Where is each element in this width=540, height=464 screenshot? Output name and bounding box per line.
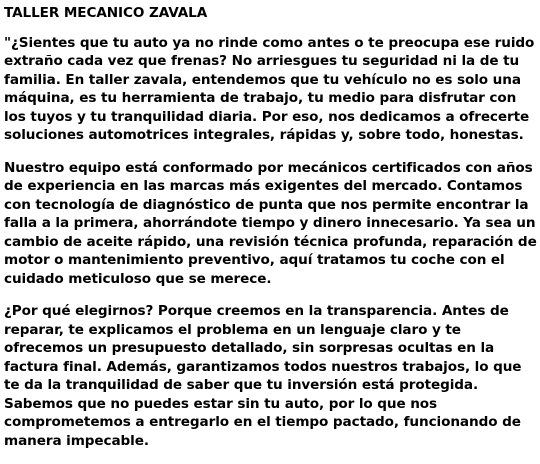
text-line: máquina, es tu herramienta de trabajo, tu medio para disfrutar con: [4, 90, 517, 106]
text-line: falla a la primera, ahorrándote tiempo y dinero innecesario. Ya sea un: [4, 215, 536, 231]
text-line: motor o mantenimiento preventivo, aquí tratamos tu coche con el: [4, 252, 505, 268]
text-line: de experiencia en las marcas más exigentes del mercado. Contamos: [4, 178, 523, 194]
document-title: TALLER MECANICO ZAVALA: [4, 5, 208, 21]
text-line: ¿Por qué elegirnos? Porque creemos en la transparencia. Antes de: [4, 303, 509, 319]
text-line: cuidado meticuloso que se merece.: [4, 270, 272, 287]
text-line: reparar, te explicamos el problema en un lenguaje claro y te: [4, 321, 461, 338]
paragraph-team: [4, 159, 537, 289]
text-line: cambio de aceite rápido, una revisión técnica profunda, reparación de: [4, 233, 537, 250]
paragraph-intro: [4, 34, 537, 145]
paragraph-why-us: [4, 302, 537, 450]
text-line: ofrecemos un presupuesto detallado, sin sorpresas ocultas en la: [4, 340, 495, 356]
text-line: factura final. Además, garantizamos todos nuestros trabajos, lo que: [4, 358, 522, 375]
text-line: manera impecable.: [4, 432, 149, 449]
text-line: extraño cada vez que frenas? No arriesgues tu seguridad ni la de tu: [4, 53, 520, 69]
text-line: Nuestro equipo está conformado por mecánicos certificados con años: [4, 159, 533, 176]
text-line: familia. En taller zavala, entendemos que tu vehículo no es solo una: [4, 71, 521, 88]
text-line: comprometemos a entregarlo en el tiempo pactado, funcionando de: [4, 414, 521, 430]
text-line: los tuyos y tu tranquilidad diaria. Por eso, nos dedicamos a ofrecerte: [4, 108, 530, 125]
text-line: soluciones automotrices integrales, rápidas y, sobre todo, honestas.: [4, 127, 524, 143]
document: [4, 4, 537, 464]
text-line: "¿Sientes que tu auto ya no rinde como antes o te preocupa ese ruido: [4, 34, 535, 51]
text-line: Sabemos que no puedes estar sin tu auto, por lo que nos: [4, 395, 438, 412]
text-line: te da la tranquilidad de saber que tu inversión está protegida.: [4, 377, 479, 393]
text-line: con tecnología de diagnóstico de punta que nos permite encontrar la: [4, 196, 529, 213]
